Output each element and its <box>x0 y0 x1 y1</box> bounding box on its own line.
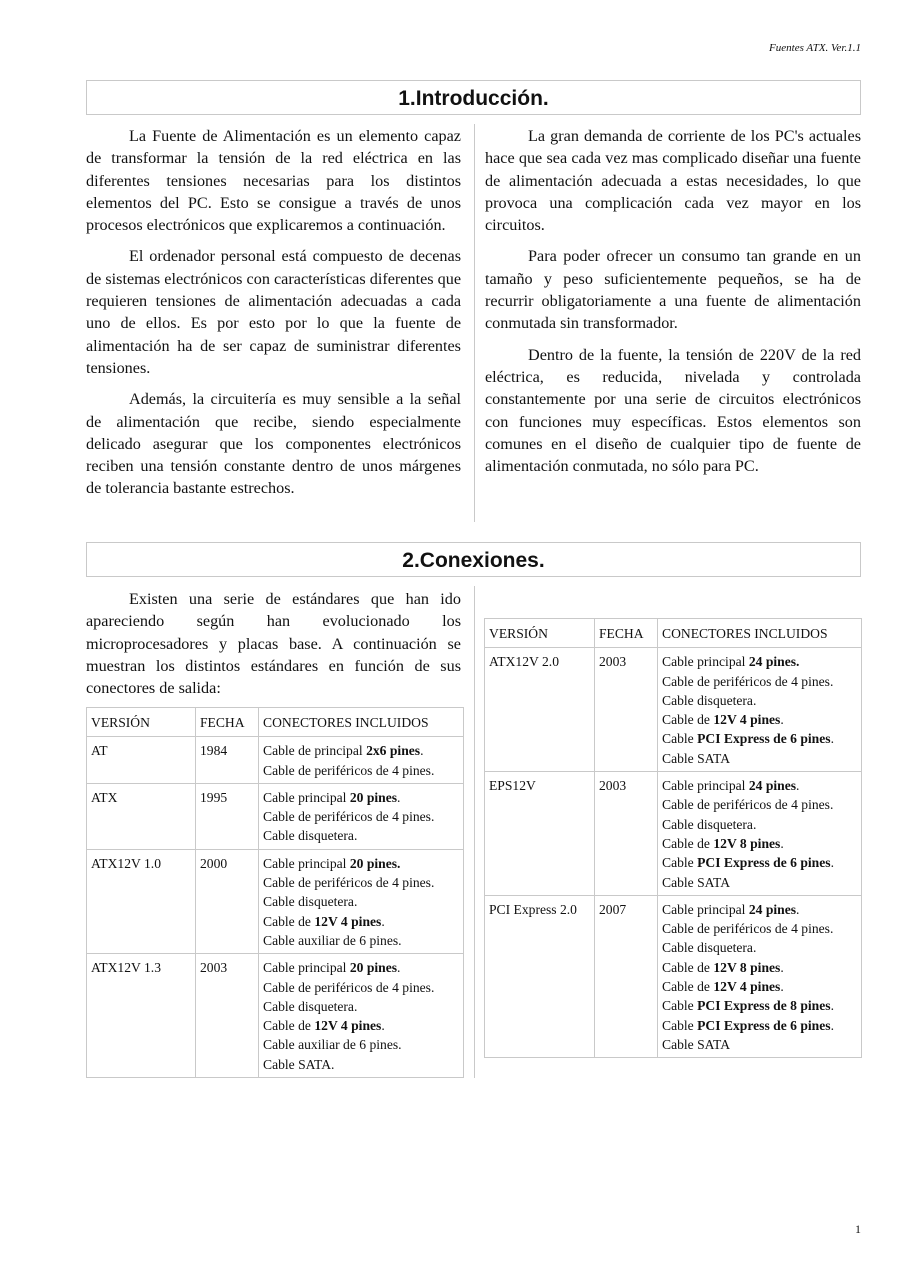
connector-text-post: . <box>780 979 784 995</box>
connector-text-pre: Cable SATA <box>662 750 731 766</box>
table-row <box>87 849 464 953</box>
connector-line <box>662 672 857 691</box>
header-conectores: CONECTORES INCLUIDOS <box>259 708 464 737</box>
cell-fecha: 2003 <box>595 772 658 896</box>
connector-text-bold: PCI Express de 6 pines <box>697 731 831 747</box>
connector-text-pre: Cable de periféricos de 4 pines. <box>263 979 435 995</box>
connector-text-pre: Cable auxiliar de 6 pines. <box>263 1037 402 1053</box>
page-number: 1 <box>855 1222 861 1236</box>
paragraph: La Fuente de Alimentación es un elemento capaz de transformar la tensión de la red eléctrica en las diferentes tensiones necesarias para los distintos elementos del PC. Esto se consigue a través de unos procesos electrónicos que explicaremos a continuación. <box>86 127 461 235</box>
cell-conectores <box>259 737 464 784</box>
running-header: Fuentes ATX. Ver.1.1 <box>769 42 861 54</box>
connector-text-bold: 12V 8 pines <box>713 835 781 851</box>
connector-text-pre: Cable de periféricos de 4 pines. <box>662 797 834 813</box>
connector-text-bold: 12V 4 pines <box>314 1018 382 1034</box>
table-header-row <box>87 708 464 737</box>
connectors-table-left <box>86 707 464 1078</box>
paragraph: El ordenador personal está compuesto de decenas de sistemas electrónicos con características diferentes que requieren tensiones de alimentación adecuadas a cada uno de ellos. Es por esto por lo que la fuente de alimentación ha de ser capaz de suministrar diferentes tensiones. <box>86 247 461 377</box>
connector-line <box>662 710 857 729</box>
connector-text-pre: Cable de periféricos de 4 pines. <box>263 809 435 825</box>
column-divider <box>474 586 475 1078</box>
connector-text-pre: Cable de periféricos de 4 pines. <box>263 762 435 778</box>
cell-version: EPS12V <box>485 772 595 896</box>
connector-text-post: . <box>420 743 424 759</box>
connector-text-bold: 24 pines <box>748 778 797 794</box>
connector-text-bold: 12V 4 pines <box>314 913 382 929</box>
table-row <box>87 783 464 849</box>
connector-text-post: . <box>381 1018 385 1034</box>
connector-text-bold: 24 pines <box>748 901 797 917</box>
cell-fecha: 2000 <box>196 849 259 953</box>
connector-text-pre: Cable de <box>263 913 315 929</box>
connector-line <box>662 919 857 938</box>
conexiones-intro <box>86 588 461 708</box>
connector-text-pre: Cable disquetera. <box>662 940 757 956</box>
connector-text-bold: PCI Express de 6 pines <box>697 1017 831 1033</box>
connector-line <box>263 854 459 873</box>
connector-line <box>263 826 459 845</box>
connector-text-bold: PCI Express de 6 pines <box>697 855 831 871</box>
connector-text-pre: Cable de <box>662 712 714 728</box>
connector-text-pre: Cable <box>662 1017 698 1033</box>
intro-left-column <box>86 125 461 509</box>
connector-line <box>263 807 459 826</box>
connector-line <box>662 834 857 853</box>
cell-version: PCI Express 2.0 <box>485 895 595 1057</box>
connector-line <box>662 749 857 768</box>
connector-text-pre: Cable principal <box>263 855 350 871</box>
connector-line <box>662 1016 857 1035</box>
connector-line <box>263 931 459 950</box>
connector-text-post: . <box>780 835 784 851</box>
cell-conectores <box>658 895 862 1057</box>
connector-text-post: . <box>397 960 401 976</box>
connector-text-bold: 12V 4 pines <box>713 979 781 995</box>
connector-line <box>662 958 857 977</box>
connectors-table-right <box>484 618 862 1058</box>
connector-text-pre: Cable disquetera. <box>662 816 757 832</box>
paragraph: La gran demanda de corriente de los PC's actuales hace que sea cada vez mas complicado diseñar una fuente de alimentación adecuada a estas necesidades, lo que provoca una complicación cada vez mayor en los circuitos. <box>485 127 861 235</box>
connector-line <box>263 1016 459 1035</box>
connector-line <box>263 741 459 760</box>
cell-fecha: 1995 <box>196 783 259 849</box>
connector-text-bold: PCI Express de 8 pines <box>697 998 831 1014</box>
header-fecha: FECHA <box>595 619 658 648</box>
cell-fecha: 2003 <box>595 648 658 772</box>
connector-text-pre: Cable principal <box>263 789 350 805</box>
connector-line <box>263 892 459 911</box>
cell-version: ATX <box>87 783 196 849</box>
cell-fecha: 1984 <box>196 737 259 784</box>
connector-line <box>662 996 857 1015</box>
cell-version: ATX12V 1.3 <box>87 954 196 1078</box>
connector-text-bold: 20 pines <box>349 789 398 805</box>
cell-fecha: 2003 <box>196 954 259 1078</box>
connector-text-post: . <box>397 789 401 805</box>
connector-text-pre: Cable <box>662 855 698 871</box>
connector-text-bold: 24 pines. <box>748 654 800 670</box>
connector-line <box>263 958 459 977</box>
connector-text-pre: Cable SATA <box>662 1036 731 1052</box>
connector-line <box>263 978 459 997</box>
cell-conectores <box>658 648 862 772</box>
connector-text-pre: Cable SATA <box>662 874 731 890</box>
connector-line <box>662 795 857 814</box>
connector-line <box>662 853 857 872</box>
connector-text-post: . <box>780 712 784 728</box>
connector-text-pre: Cable principal <box>263 960 350 976</box>
section-title-conexiones: 2.Conexiones. <box>86 542 861 577</box>
connector-text-pre: Cable <box>662 731 698 747</box>
header-conectores: CONECTORES INCLUIDOS <box>658 619 862 648</box>
cell-conectores <box>658 772 862 896</box>
header-fecha: FECHA <box>196 708 259 737</box>
table-row <box>485 648 862 772</box>
connector-text-bold: 20 pines. <box>349 855 401 871</box>
connector-line <box>263 761 459 780</box>
connector-line <box>662 815 857 834</box>
connector-text-pre: Cable auxiliar de 6 pines. <box>263 932 402 948</box>
connector-text-post: . <box>830 1017 834 1033</box>
cell-conectores <box>259 783 464 849</box>
table-row <box>87 954 464 1078</box>
connector-line <box>263 788 459 807</box>
connector-text-post: . <box>830 855 834 871</box>
connector-line <box>662 776 857 795</box>
connector-text-bold: 2x6 pines <box>366 743 421 759</box>
connector-line <box>662 977 857 996</box>
connector-text-post: . <box>780 959 784 975</box>
cell-conectores <box>259 954 464 1078</box>
connector-text-pre: Cable disquetera. <box>263 894 358 910</box>
paragraph: Existen una serie de estándares que han ido apareciendo según han evolucionado los microprocesadores y placas base. A continuación se muestran los distintos estándares en función de sus conectores de salida: <box>86 590 461 698</box>
connector-line <box>662 652 857 671</box>
connector-line <box>662 873 857 892</box>
paragraph: Dentro de la fuente, la tensión de 220V de la red eléctrica, es reducida, nivelada y controlada constantemente por una serie de circuitos electrónicos con funciones muy específicas. Estos elementos son comunes en el diseño de cualquier tipo de fuente de alimentación conmutada, no sólo para PC. <box>485 345 861 476</box>
connector-text-pre: Cable disquetera. <box>662 692 757 708</box>
connector-text-pre: Cable de <box>662 835 714 851</box>
connector-text-pre: Cable principal <box>662 901 749 917</box>
connector-line <box>263 1055 459 1074</box>
column-divider <box>474 124 475 522</box>
connector-line <box>662 938 857 957</box>
connector-line <box>263 912 459 931</box>
intro-right-column <box>485 125 861 486</box>
connector-text-pre: Cable principal <box>662 654 749 670</box>
connector-text-bold: 20 pines <box>349 960 398 976</box>
connector-text-post: . <box>830 731 834 747</box>
paragraph: Además, la circuitería es muy sensible a la señal de alimentación que recibe, siendo especialmente delicado asegurar que los componentes electrónicos reciben una tensión constante dentro de unos márgenes de tolerancia bastante estrechos. <box>86 390 461 498</box>
connector-line <box>263 873 459 892</box>
connector-text-pre: Cable disquetera. <box>263 998 358 1014</box>
table-row <box>485 895 862 1057</box>
header-version: VERSIÓN <box>87 708 196 737</box>
connector-text-post: . <box>830 998 834 1014</box>
connector-text-pre: Cable de periféricos de 4 pines. <box>662 673 834 689</box>
connector-line <box>662 729 857 748</box>
connector-text-bold: 12V 4 pines <box>713 712 781 728</box>
connector-line <box>263 997 459 1016</box>
connector-text-pre: Cable de <box>662 959 714 975</box>
cell-fecha: 2007 <box>595 895 658 1057</box>
connector-text-post: . <box>796 778 800 794</box>
cell-version: ATX12V 1.0 <box>87 849 196 953</box>
header-version: VERSIÓN <box>485 619 595 648</box>
connector-line <box>662 1035 857 1054</box>
connector-text-pre: Cable de periféricos de 4 pines. <box>263 875 435 891</box>
connector-text-pre: Cable de periféricos de 4 pines. <box>662 921 834 937</box>
connector-text-pre: Cable de principal <box>263 743 367 759</box>
connector-line <box>662 900 857 919</box>
connector-text-pre: Cable de <box>263 1018 315 1034</box>
connector-line <box>263 1035 459 1054</box>
connector-text-pre: Cable principal <box>662 778 749 794</box>
connector-text-pre: Cable <box>662 998 698 1014</box>
table-header-row <box>485 619 862 648</box>
connector-text-post: . <box>381 913 385 929</box>
paragraph: Para poder ofrecer un consumo tan grande en un tamaño y peso suficientemente pequeños, se ha de recurrir obligatoriamente a una fuente de alimentación conmutada sin transformador. <box>485 247 861 333</box>
connector-text-pre: Cable SATA. <box>263 1056 335 1072</box>
cell-conectores <box>259 849 464 953</box>
connector-line <box>662 691 857 710</box>
connector-text-bold: 12V 8 pines <box>713 959 781 975</box>
cell-version: ATX12V 2.0 <box>485 648 595 772</box>
section-title-introduccion: 1.Introducción. <box>86 80 861 115</box>
cell-version: AT <box>87 737 196 784</box>
table-row <box>485 772 862 896</box>
connector-text-pre: Cable de <box>662 979 714 995</box>
table-row <box>87 737 464 784</box>
connector-text-pre: Cable disquetera. <box>263 828 358 844</box>
connector-text-post: . <box>796 901 800 917</box>
